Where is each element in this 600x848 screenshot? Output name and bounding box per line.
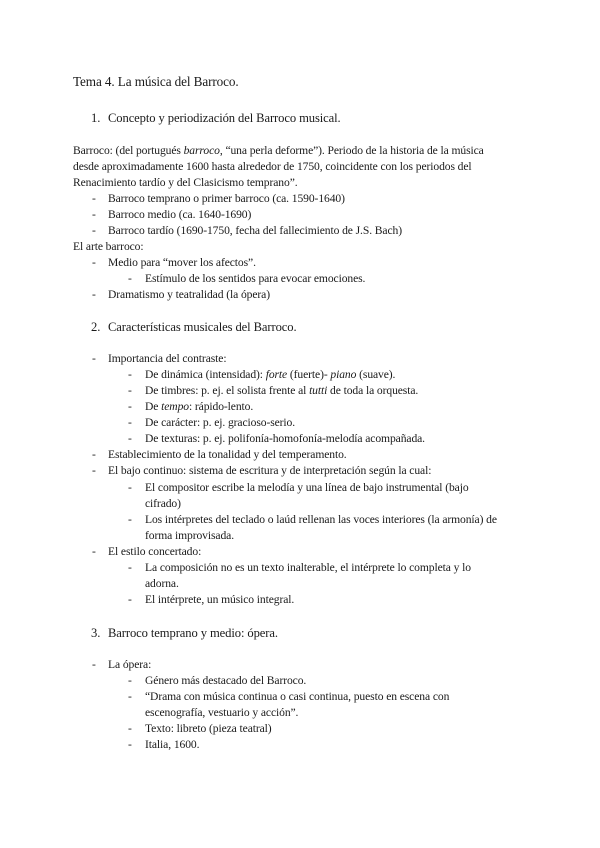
- bullet-dash: -: [92, 545, 96, 558]
- texturas-item: De texturas: p. ej. polifonía-homofonía-melodía acompañada.: [145, 432, 425, 445]
- bullet-dash: -: [128, 368, 132, 381]
- dinamica-c: (fuerte)-: [287, 368, 331, 381]
- period-item: Barroco temprano o primer barroco (ca. 1590-1640): [108, 192, 345, 205]
- bullet-dash: -: [128, 722, 132, 735]
- intro-line-2: desde aproximadamente 1600 hasta alrededor de 1750, coincidente con los periodos del: [73, 160, 472, 173]
- intro-text-italic: barroco: [183, 144, 220, 157]
- dinamica-a: De dinámica (intensidad):: [145, 368, 266, 381]
- bullet-dash: -: [128, 561, 132, 574]
- opera-subitem: Texto: libreto (pieza teatral): [145, 722, 272, 735]
- concertado-subitem-line: La composición no es un texto inalterable, el intérprete lo completa y lo: [145, 561, 471, 574]
- bajo-subitem-line: cifrado): [145, 497, 181, 510]
- bullet-dash: -: [92, 352, 96, 365]
- bullet-dash: -: [92, 208, 96, 221]
- arte-subitem: Estímulo de los sentidos para evocar emociones.: [145, 272, 366, 285]
- bullet-dash: -: [128, 272, 132, 285]
- bullet-dash: -: [92, 192, 96, 205]
- tonalidad-item: Establecimiento de la tonalidad y del temperamento.: [108, 448, 347, 461]
- contraste-item: Importancia del contraste:: [108, 352, 227, 365]
- tempo-c: : rápido-lento.: [188, 400, 254, 413]
- intro-line-3: Renacimiento tardío y del Clasicismo temprano”.: [73, 176, 298, 189]
- bullet-dash: -: [92, 658, 96, 671]
- period-item: Barroco tardío (1690-1750, fecha del fallecimiento de J.S. Bach): [108, 224, 402, 237]
- opera-subitem: escenografía, vestuario y acción”.: [145, 706, 299, 719]
- bullet-dash: -: [128, 690, 132, 703]
- piano-term: piano: [330, 368, 357, 381]
- bullet-dash: -: [128, 674, 132, 687]
- bullet-dash: -: [128, 432, 132, 445]
- arte-label: El arte barroco:: [73, 240, 144, 253]
- bajo-continuo-item: El bajo continuo: sistema de escritura y de interpretación según la cual:: [108, 464, 432, 477]
- tempo-term: tempo: [161, 400, 189, 413]
- timbres-c: de toda la orquesta.: [327, 384, 419, 397]
- bullet-dash: -: [128, 513, 132, 526]
- opera-subitem: “Drama con música continua o casi continua, puesto en escena con: [145, 690, 450, 703]
- opera-item: La ópera:: [108, 658, 152, 671]
- section-3-heading: Barroco temprano y medio: ópera.: [108, 626, 278, 640]
- dinamica-e: (suave).: [356, 368, 396, 381]
- intro-text-a: Barroco: (del portugués: [73, 144, 184, 157]
- document-title: Tema 4. La música del Barroco.: [73, 74, 239, 89]
- timbres-item: [145, 383, 418, 399]
- bullet-dash: -: [128, 400, 132, 413]
- section-2-number: 2.: [91, 320, 101, 334]
- bajo-subitem-line: El compositor escribe la melodía y una línea de bajo instrumental (bajo: [145, 481, 469, 494]
- concertado-subitem-line: El intérprete, un músico integral.: [145, 593, 295, 606]
- bullet-dash: -: [92, 448, 96, 461]
- bullet-dash: -: [92, 288, 96, 301]
- tempo-item: [145, 399, 253, 415]
- section-2-heading: Características musicales del Barroco.: [108, 320, 297, 334]
- arte-item: Dramatismo y teatralidad (la ópera): [108, 288, 270, 301]
- concertado-item: El estilo concertado:: [108, 545, 202, 558]
- forte-term: forte: [265, 368, 288, 381]
- section-1-number: 1.: [91, 111, 101, 125]
- bullet-dash: -: [92, 256, 96, 269]
- timbres-a: De timbres: p. ej. el solista frente al: [145, 384, 310, 397]
- bullet-dash: -: [128, 416, 132, 429]
- bullet-dash: -: [92, 224, 96, 237]
- caracter-item: De carácter: p. ej. gracioso-serio.: [145, 416, 296, 429]
- period-item: Barroco medio (ca. 1640-1690): [108, 208, 252, 221]
- opera-subitem: Italia, 1600.: [145, 738, 200, 751]
- dinamica-item: [145, 367, 395, 383]
- arte-item: Medio para “mover los afectos”.: [108, 256, 256, 269]
- concertado-subitem-line: adorna.: [145, 577, 179, 590]
- bajo-subitem-line: forma improvisada.: [145, 529, 234, 542]
- intro-text-c: , “una perla deforme”). Periodo de la historia de la música: [219, 144, 484, 157]
- bullet-dash: -: [128, 738, 132, 751]
- section-1-heading: Concepto y periodización del Barroco musical.: [108, 111, 341, 125]
- section-3-number: 3.: [91, 626, 101, 640]
- bullet-dash: -: [128, 593, 132, 606]
- bullet-dash: -: [128, 481, 132, 494]
- bullet-dash: -: [92, 464, 96, 477]
- bullet-dash: -: [128, 384, 132, 397]
- intro-line-1: [73, 143, 484, 159]
- bajo-subitem-line: Los intérpretes del teclado o laúd rellenan las voces interiores (la armonía) de: [145, 513, 497, 526]
- opera-subitem: Género más destacado del Barroco.: [145, 674, 307, 687]
- tutti-term: tutti: [309, 384, 328, 397]
- tempo-a: De: [145, 400, 162, 413]
